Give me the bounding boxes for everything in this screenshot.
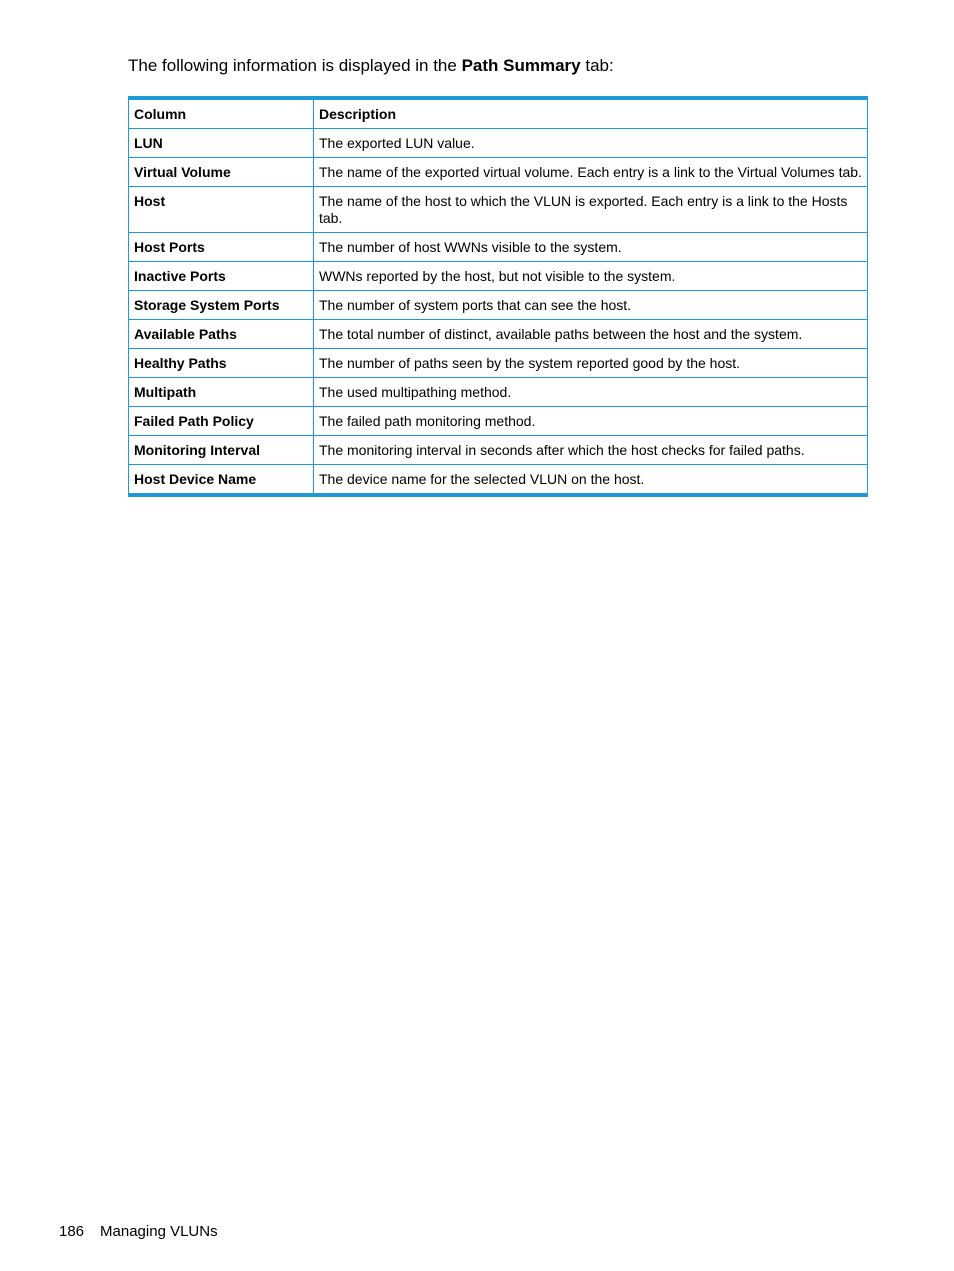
table-row — [129, 407, 868, 436]
header-column: Column — [129, 98, 314, 129]
row-description: The failed path monitoring method. — [314, 407, 868, 436]
intro-tab-name: Path Summary — [461, 56, 581, 75]
row-description: The number of host WWNs visible to the system. — [314, 233, 868, 262]
row-column-name: Host Device Name — [129, 465, 314, 496]
table-row — [129, 262, 868, 291]
row-description: The name of the exported virtual volume. Each entry is a link to the Virtual Volumes tab. — [314, 158, 868, 187]
row-description: The exported LUN value. — [314, 129, 868, 158]
row-description: The name of the host to which the VLUN is exported. Each entry is a link to the Hosts tab. — [314, 187, 868, 233]
row-column-name: Monitoring Interval — [129, 436, 314, 465]
table-row — [129, 158, 868, 187]
table-row — [129, 129, 868, 158]
page-number: 186 — [59, 1223, 85, 1240]
row-column-name: Inactive Ports — [129, 262, 314, 291]
row-description: The monitoring interval in seconds after which the host checks for failed paths. — [314, 436, 868, 465]
row-description: WWNs reported by the host, but not visible to the system. — [314, 262, 868, 291]
table-row — [129, 436, 868, 465]
table-row — [129, 378, 868, 407]
page-footer — [59, 1222, 218, 1242]
row-column-name: LUN — [129, 129, 314, 158]
row-column-name: Virtual Volume — [129, 158, 314, 187]
row-column-name: Host Ports — [129, 233, 314, 262]
table-row — [129, 349, 868, 378]
row-description: The total number of distinct, available paths between the host and the system. — [314, 320, 868, 349]
path-summary-table — [128, 96, 868, 497]
intro-text-before: The following information is displayed in the — [128, 56, 462, 75]
row-column-name: Storage System Ports — [129, 291, 314, 320]
row-description: The number of system ports that can see the host. — [314, 291, 868, 320]
row-column-name: Multipath — [129, 378, 314, 407]
row-column-name: Healthy Paths — [129, 349, 314, 378]
row-description: The device name for the selected VLUN on the host. — [314, 465, 868, 496]
row-description: The used multipathing method. — [314, 378, 868, 407]
table-row — [129, 233, 868, 262]
table-row — [129, 465, 868, 496]
row-column-name: Available Paths — [129, 320, 314, 349]
table-row — [129, 291, 868, 320]
row-column-name: Host — [129, 187, 314, 233]
row-description: The number of paths seen by the system reported good by the host. — [314, 349, 868, 378]
row-column-name: Failed Path Policy — [129, 407, 314, 436]
table-row — [129, 320, 868, 349]
table-header-row — [129, 98, 868, 129]
table-row — [129, 187, 868, 233]
intro-text-after: tab: — [580, 56, 614, 75]
header-description: Description — [314, 98, 868, 129]
intro-paragraph — [128, 55, 614, 77]
footer-section-title: Managing VLUNs — [100, 1223, 218, 1240]
